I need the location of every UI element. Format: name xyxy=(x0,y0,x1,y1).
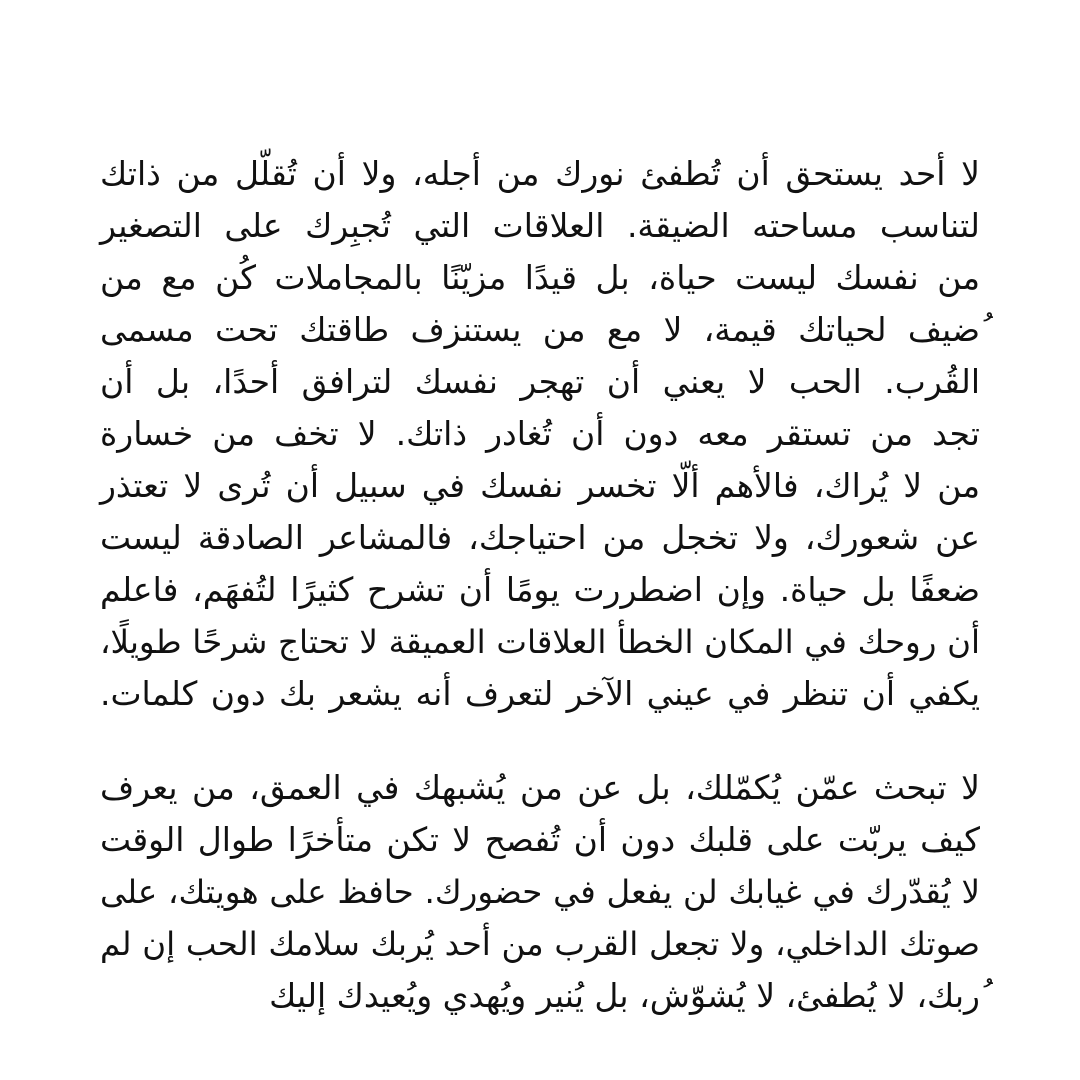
text-line: يكفي أن تنظر في عيني الآخر لتعرف أنه يشعر بك دون كلمات. xyxy=(100,674,980,713)
text-line: صوتك الداخلي، ولا تجعل القرب من أحد يُربك سلامك الحب إن لم xyxy=(100,925,980,963)
text-line: أن روحك في المكان الخطأ العلاقات العميقة لا تحتاج شرحًا طويلًا، xyxy=(100,623,980,661)
text-line: من نفسك ليست حياة، بل قيدًا مزيّنًا بالمجاملات كُن مع من xyxy=(100,258,980,297)
text-line: لا يُقدّرك في غيابك لن يفعل في حضورك. حافظ على هويتك، على xyxy=(100,873,980,911)
text-line: كيف يربّت على قلبك دون أن تُفصح لا تكن متأخرًا طوال الوقت xyxy=(100,820,980,859)
text-line: من لا يُراك، فالأهم ألّا تخسر نفسك في سبيل أن تُرى لا تعتذر xyxy=(100,466,980,505)
text-line: ضعفًا بل حياة. وإن اضطررت يومًا أن تشرح كثيرًا لتُفهَم، فاعلم xyxy=(100,570,980,609)
paragraph-1 xyxy=(100,148,980,720)
text-line: عن شعورك، ولا تخجل من احتياجك، فالمشاعر الصادقة ليست xyxy=(100,518,980,557)
text-line: القُرب. الحب لا يعني أن تهجر نفسك لترافق أحدًا، بل أن xyxy=(100,362,980,401)
text-line: لتناسب مساحته الضيقة. العلاقات التي تُجبِرك على التصغير xyxy=(100,206,980,245)
text-line: لا أحد يستحق أن تُطفئ نورك من أجله، ولا أن تُقلّل من ذاتك xyxy=(100,154,980,193)
paragraph-2 xyxy=(100,762,980,1022)
text-line: تجد من تستقر معه دون أن تُغادر ذاتك. لا تخف من خسارة xyxy=(100,414,980,453)
text-line: ُضيف لحياتك قيمة، لا مع من يستنزف طاقتك تحت مسمى xyxy=(100,310,980,349)
text-line: ُربك، لا يُطفئ، لا يُشوّش، بل يُنير ويُهدي ويُعيدك إليك xyxy=(269,976,980,1015)
text-line: لا تبحث عمّن يُكمّلك، بل عن من يُشبهك في العمق، من يعرف xyxy=(100,768,980,807)
